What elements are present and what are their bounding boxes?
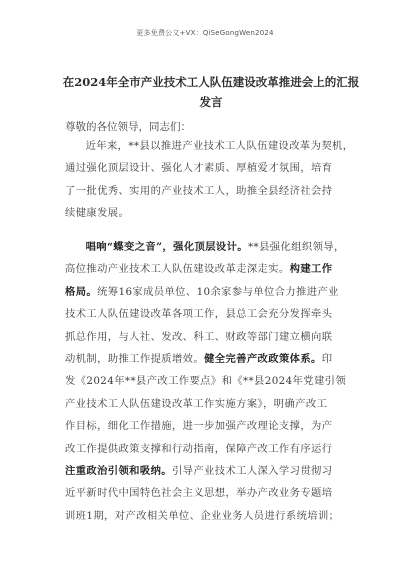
header-note: 更多免费公文+VX：QiSeGongWen2024 (136, 29, 274, 37)
paragraph-line (65, 258, 385, 280)
paragraph-line: 了一批优秀、实用的产业技术工人，助推全县经济社会持 (65, 184, 333, 197)
paragraph-line (65, 281, 385, 303)
section-heading: 格局。 (65, 285, 98, 298)
document-title-line2: 发言 (199, 95, 223, 109)
paragraph-line: 近年来，**县以推进产业技术工人队伍建设改革为契机， (85, 140, 354, 152)
paragraph-text: **县强化组织领导， (248, 241, 345, 253)
greeting: 尊敬的各位领导，同志们： (65, 121, 191, 133)
paragraph-line (65, 460, 385, 482)
paragraph-line (65, 236, 385, 258)
paragraph-line: 发《2024年**县产改工作要点》和《**县2024年党建引领 (65, 375, 347, 388)
paragraph-line: 通过强化顶层设计、强化人才素质、厚植爱才氛围，培育 (65, 162, 333, 175)
paragraph-line: 改工作提供政策支撑和行动指南，保障产改工作有序运行 (65, 442, 333, 455)
paragraph-line: 近平新时代中国特色社会主义思想，举办产改业务专题培 (65, 487, 333, 500)
paragraph-line: 作目标，细化工作措施，进一步加强产改理论支撑，为产 (65, 420, 333, 433)
section-heading: 唱响“蝶变之音”，强化顶层设计。 (85, 241, 248, 253)
paragraph-line: 训班1期，对产改相关单位、企业业务人员进行系统培训； (65, 509, 340, 522)
paragraph-text: 高位推动产业技术工人队伍建设改革走深走实。 (65, 263, 290, 276)
paragraph-line: 产业技术工人队伍建设改革工作实施方案》，明确产改工 (65, 397, 328, 410)
section-heading: 健全完善产改政策体系。 (204, 353, 322, 366)
paragraph-line: 续健康发展。 (65, 207, 130, 220)
paragraph-text: 引导产业技术工人深入学习贯彻习 (171, 465, 333, 478)
paragraph-text: 统筹16家成员单位、10余家参与单位合力推进产业 (97, 285, 339, 298)
paragraph-line (65, 348, 385, 370)
section-heading: 构建工作 (289, 263, 333, 276)
section-heading: 注重政治引领和吸纳。 (65, 465, 172, 478)
document-title-line1: 在2024年全市产业技术工人队伍建设改革推进会上的汇报 (62, 75, 360, 89)
paragraph-text: 动机制，助推工作提质增效。 (65, 353, 205, 366)
paragraph-line: 技术工人队伍建设改革各项工作，县总工会充分发挥牵头 (65, 308, 333, 321)
paragraph-line: 抓总作用，与人社、发改、科工、财政等部门建立横向联 (65, 330, 333, 343)
paragraph-intro (65, 135, 385, 225)
paragraph-top-level-design (65, 236, 385, 527)
paragraph-text: 印 (321, 353, 333, 366)
